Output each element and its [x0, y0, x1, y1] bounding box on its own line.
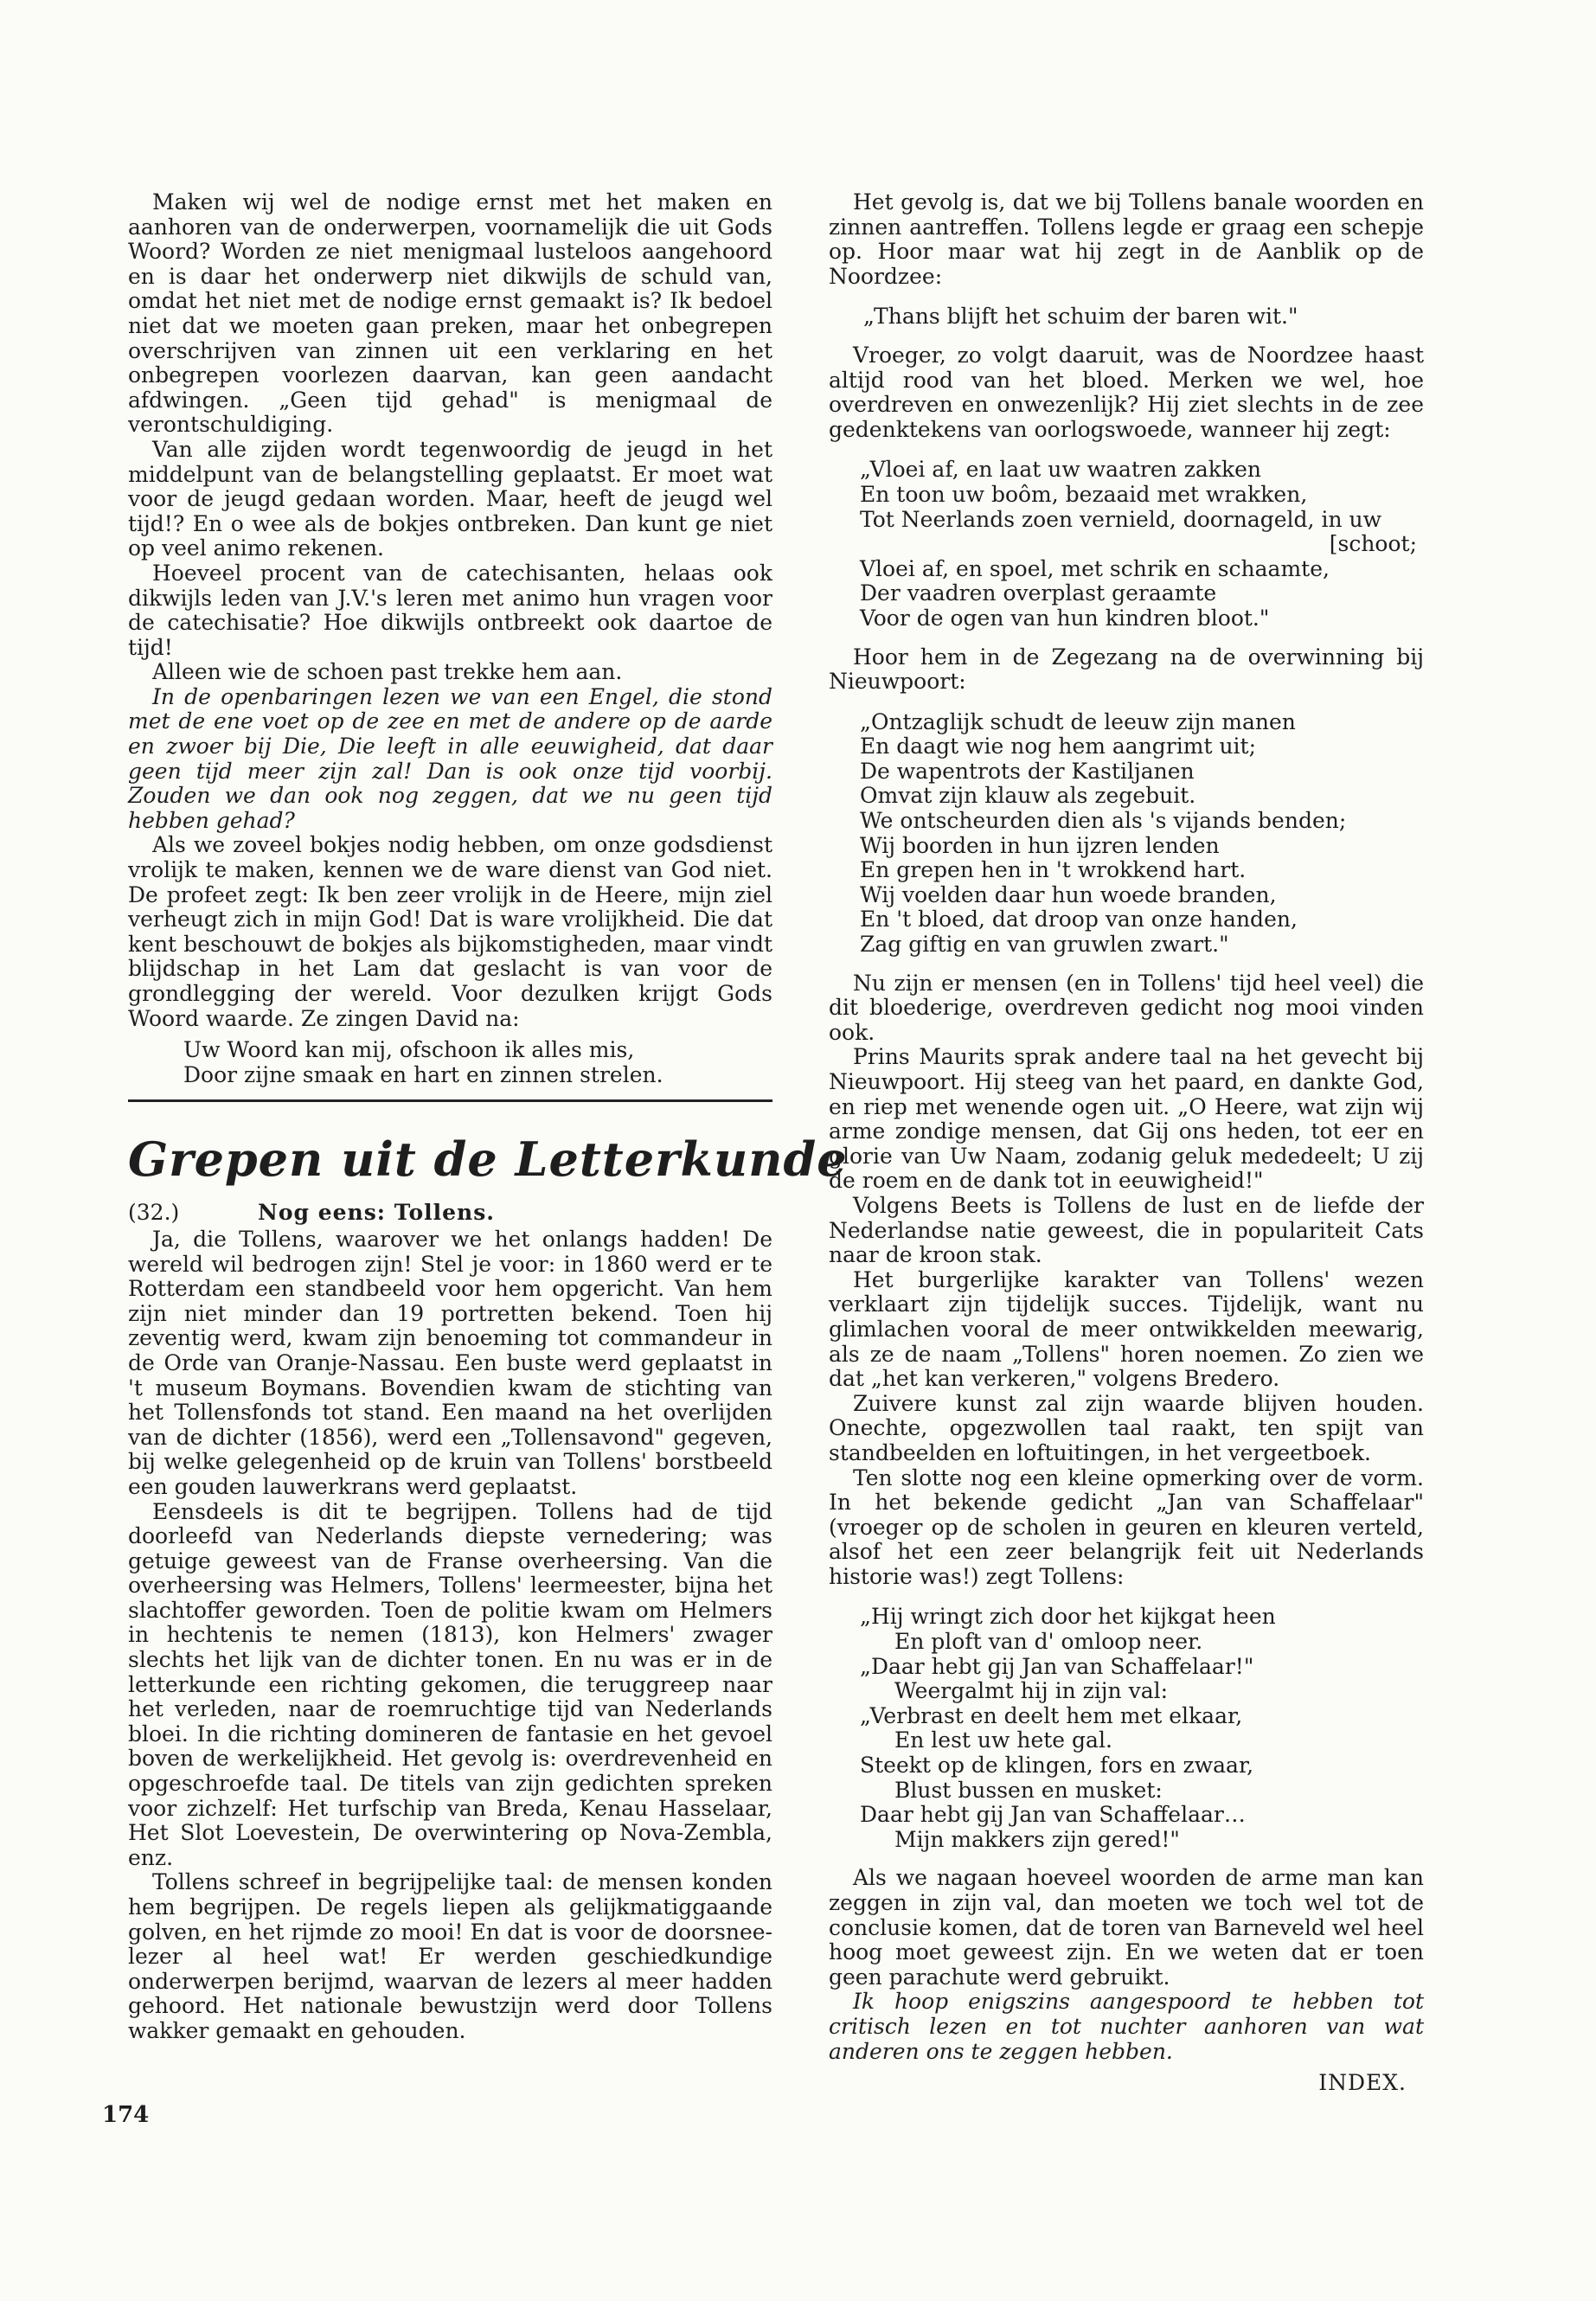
paragraph: Hoeveel procent van de catechisanten, helaas ook dikwijls leden van J.V.'s leren met animo hun vragen voor de catechisatie? Hoe dikwijls ontbreekt ook daartoe de tijd!	[128, 560, 772, 660]
paragraph: Nu zijn er mensen (en in Tollens' tijd heel veel) die dit bloederige, overdreven gedicht nog mooi vinden ook.	[829, 970, 1424, 1045]
right-column	[829, 190, 1424, 2096]
paragraph: Zuivere kunst zal zijn waarde blijven houden. Onechte, opgezwollen taal raakt, ten spijt van standbeelden en loftuitingen, in het vergeetboek.	[829, 1390, 1424, 1465]
verse-line: Steekt op de klingen, fors en zwaar,	[860, 1753, 1254, 1779]
section-heading: Grepen uit de Letterkunde	[128, 1131, 848, 1188]
subheading	[128, 1201, 772, 1226]
verse-line: Weergalmt hij in zijn val:	[894, 1678, 1169, 1704]
verse-line: En 't bloed, dat droop van onze handen,	[860, 907, 1298, 933]
verse-line: En ploft van d' omloop neer.	[894, 1629, 1203, 1655]
poem-noordzee	[829, 458, 1424, 631]
section-divider	[128, 1099, 772, 1102]
verse-line: Tot Neerlands zoen vernield, doornageld, in uw	[860, 506, 1381, 532]
paragraph: Prins Maurits sprak andere taal na het gevecht bij Nieuwpoort. Hij steeg van het paard, en dankte God, en riep met wenende ogen uit. „O Heere, wat zijn wij arme zondige mensen, dat Gij ons heden, tot eer en glorie van Uw Naam, zodanig geluk mededeelt; U zij de roem en de dank tot in eeuwigheid!"	[829, 1044, 1424, 1194]
paragraph: Tollens schreef in begrijpelijke taal: de mensen konden hem begrijpen. De regels liepen als gelijkmatiggaande golven, en het rijmde zo mooi! En dat is voor de doorsnee-lezer al heel wat! Er werden geschiedkundige onderwerpen berijmd, waarvan de lezers al meer hadden gehoord. Het nationale bewustzijn werd door Tollens wakker gemaakt en gehouden.	[128, 1869, 772, 2043]
paragraph: Eensdeels is dit te begrijpen. Tollens had de tijd doorleefd van Nederlands diepste vernedering; was getuige geweest van de Franse overheersing. Van die overheersing was Helmers, Tollens' leermeester, bijna het slachtoffer geworden. Toen de politie kwam om Helmers in hechtenis te nemen (1813), kon Helmers' zwager slechts het lijk van de dichter tonen. En nu was er in de letterkunde een richting gekomen, die teruggreep naar het verleden, naar de roemruchtige tijd van Nederlands bloei. In die richting domineren de fantasie en het gevoel boven de werkelijkheid. Het gevolg is: overdrevenheid en opgeschroefde taal. De titels van zijn gedichten spreken voor zichzelf: Het turfschip van Breda, Kenau Hasselaar, Het Slot Loevestein, De overwintering op Nova-Zembla, enz.	[128, 1498, 772, 1870]
verse-line: [schoot;	[1329, 531, 1417, 557]
verse-line: Mijn makkers zijn gered!"	[894, 1826, 1180, 1852]
verse-line: „Daar hebt gij Jan van Schaffelaar!"	[860, 1653, 1254, 1679]
verse-line: En lest uw hete gal.	[894, 1727, 1112, 1753]
verse-line: Blust bussen en musket:	[894, 1777, 1163, 1803]
installment-number: (32.)	[128, 1200, 180, 1226]
paragraph: Volgens Beets is Tollens de lust en de liefde der Nederlandse natie geweest, die in populariteit Cats naar de kroon stak.	[829, 1192, 1424, 1268]
verse-line: „Thans blijft het schuim der baren wit."	[863, 304, 1298, 330]
verse-line: Zag giftig en van gruwlen zwart."	[860, 932, 1229, 958]
paragraph: Alleen wie de schoen past trekke hem aan.	[152, 659, 623, 685]
verse-line: Der vaadren overplast geraamte	[860, 580, 1217, 606]
paragraph: Vroeger, zo volgt daaruit, was de Noordzee haast altijd rood van het bloed. Merken we wel, hoe overdreven en onwezenlijk? Hij ziet slechts in de zee gedenktekens van oorlogswoede, wanneer hij zegt:	[829, 342, 1424, 442]
left-column	[128, 189, 848, 2044]
paragraph: Van alle zijden wordt tegenwoordig de jeugd in het middelpunt van de belangstelling geplaatst. Er moet wat voor de jeugd gedaan worden. Maar, heeft de jeugd wel tijd!? En o wee als de bokjes ontbreken. Dan kunt ge niet op veel animo rekenen.	[128, 436, 772, 561]
verse-line: Door zijne smaak en hart en zinnen strelen.	[183, 1061, 663, 1087]
verse-line: En toon uw boôm, bezaaid met wrakken,	[860, 481, 1308, 507]
verse-line: Uw Woord kan mij, ofschoon ik alles mis,	[183, 1037, 635, 1063]
author-signature: INDEX.	[1318, 2070, 1407, 2096]
quote	[829, 304, 1424, 330]
paragraph: Als we zoveel bokjes nodig hebben, om onze godsdienst vrolijk te maken, kennen we de ware dienst van God niet. De profeet zegt: Ik ben zeer vrolijk in de Heere, mijn ziel verheugt zich in mijn God! Dat is ware vrolijkheid. Die dat kent beschouwt de bokjes als bijkomstigheden, maar vindt blijdschap in het Lam dat geslacht is van voor de grondlegging der wereld. Voor dezulken krijgt Gods Woord waarde. Ze zingen David na:	[128, 832, 772, 1031]
verse-line: „Hij wringt zich door het kijkgat heen	[860, 1604, 1276, 1630]
paragraph: In de openbaringen lezen we van een Engel, die stond met de ene voet op de zee en met de andere op de aarde en zwoer bij Die, Die leeft in alle eeuwigheid, dat daar geen tijd meer zijn zal! Dan is ook onze tijd voorbij. Zouden we dan ook nog zeggen, dat we nu geen tijd hebben gehad?	[128, 683, 772, 833]
paragraph: Hoor hem in de Zegezang na de overwinning bij Nieuwpoort:	[829, 644, 1424, 695]
verse-line: Voor de ogen van hun kindren bloot."	[860, 605, 1270, 631]
article-title: Nog eens: Tollens.	[258, 1200, 495, 1226]
verse-line: En daagt wie nog hem aangrimt uit;	[860, 734, 1257, 760]
poem-schaffelaar	[829, 1605, 1424, 1852]
page-number: 174	[102, 2102, 150, 2128]
verse-line: Wij boorden in hun ijzren lenden	[860, 832, 1220, 858]
paragraph: Het burgerlijke karakter van Tollens' wezen verklaart zijn tijdelijk succes. Tijdelijk, want nu glimlachen vooral de meer ontwikkelden meewarig, als ze de naam „Tollens" horen noemen. Zo zien we dat „het kan verkeren," volgens Bredero.	[829, 1266, 1424, 1392]
verse-line: De wapentrots der Kastiljanen	[860, 758, 1195, 784]
verse-line: Wij voelden daar hun woede branden,	[860, 881, 1277, 907]
paragraph: Als we nagaan hoeveel woorden de arme man kan zeggen in zijn val, dan moeten we toch wel tot de conclusie komen, dat de toren van Barneveld wel heel hoog moet geweest zijn. En we weten dat er toen geen parachute werd gebruikt.	[829, 1865, 1424, 1990]
verse-line: „Verbrast en deelt hem met elkaar,	[860, 1702, 1243, 1728]
paragraph: Ik hoop enigszins aangespoord te hebben tot critisch lezen en tot nuchter aanhoren van wat anderen ons te zeggen hebben.	[829, 1989, 1424, 2064]
psalm-quote	[128, 1038, 772, 1087]
verse-line: „Vloei af, en laat uw waatren zakken	[860, 457, 1261, 483]
paragraph: Ja, die Tollens, waarover we het onlangs hadden! De wereld wil bedrogen zijn! Stel je voor: in 1860 werd er te Rotterdam een standbeeld voor hem opgericht. Van hem zijn niet minder dan 19 portretten bekend. Toen hij zeventig werd, kwam zijn benoeming tot commandeur in de Orde van Oranje-Nassau. Een buste werd geplaatst in 't museum Boymans. Bovendien kwam de stichting van het Tollensfonds tot stand. Een maand na het overlijden van de dichter (1856), werd een „Tollensavond" gegeven, bij welke gelegenheid op de kruin van Tollens' borstbeeld een gouden lauwerkrans werd geplaatst.	[128, 1226, 772, 1499]
verse-line: We ontscheurden dien als 's vijands benden;	[860, 808, 1347, 834]
paragraph: Ten slotte nog een kleine opmerking over de vorm. In het bekende gedicht „Jan van Schaffelaar" (vroeger op de scholen in geuren en kleuren verteld, alsof het een zeer belangrijk feit uit Nederlands historie was!) zegt Tollens:	[829, 1465, 1424, 1589]
verse-line: En grepen hen in 't wrokkend hart.	[860, 857, 1247, 883]
verse-line: „Ontzaglijk schudt de leeuw zijn manen	[860, 708, 1296, 734]
verse-line: Daar hebt gij Jan van Schaffelaar…	[860, 1802, 1246, 1828]
verse-line: Omvat zijn klauw als zegebuit.	[860, 783, 1196, 809]
paragraph: Maken wij wel de nodige ernst met het maken en aanhoren van de onderwerpen, voornamelijk die uit Gods Woord? Worden ze niet menigmaal lusteloos aangehoord en is daar het onderwerp niet dikwijls de schuld van, omdat het niet met de nodige ernst gemaakt is? Ik bedoel niet dat we moeten gaan preken, maar het onbegrepen overschrijven van zinnen uit een verklaring en het onbegrepen voorlezen daarvan, kan geen aandacht afdwingen. „Geen tijd gehad" is menigmaal de verontschuldiging.	[128, 189, 772, 438]
paragraph: Het gevolg is, dat we bij Tollens banale woorden en zinnen aantreffen. Tollens legde er graag een schepje op. Hoor maar wat hij zegt in de Aanblik op de Noordzee:	[829, 189, 1424, 289]
verse-line: Vloei af, en spoel, met schrik en schaamte,	[860, 555, 1330, 581]
poem-zegezang	[829, 710, 1424, 958]
